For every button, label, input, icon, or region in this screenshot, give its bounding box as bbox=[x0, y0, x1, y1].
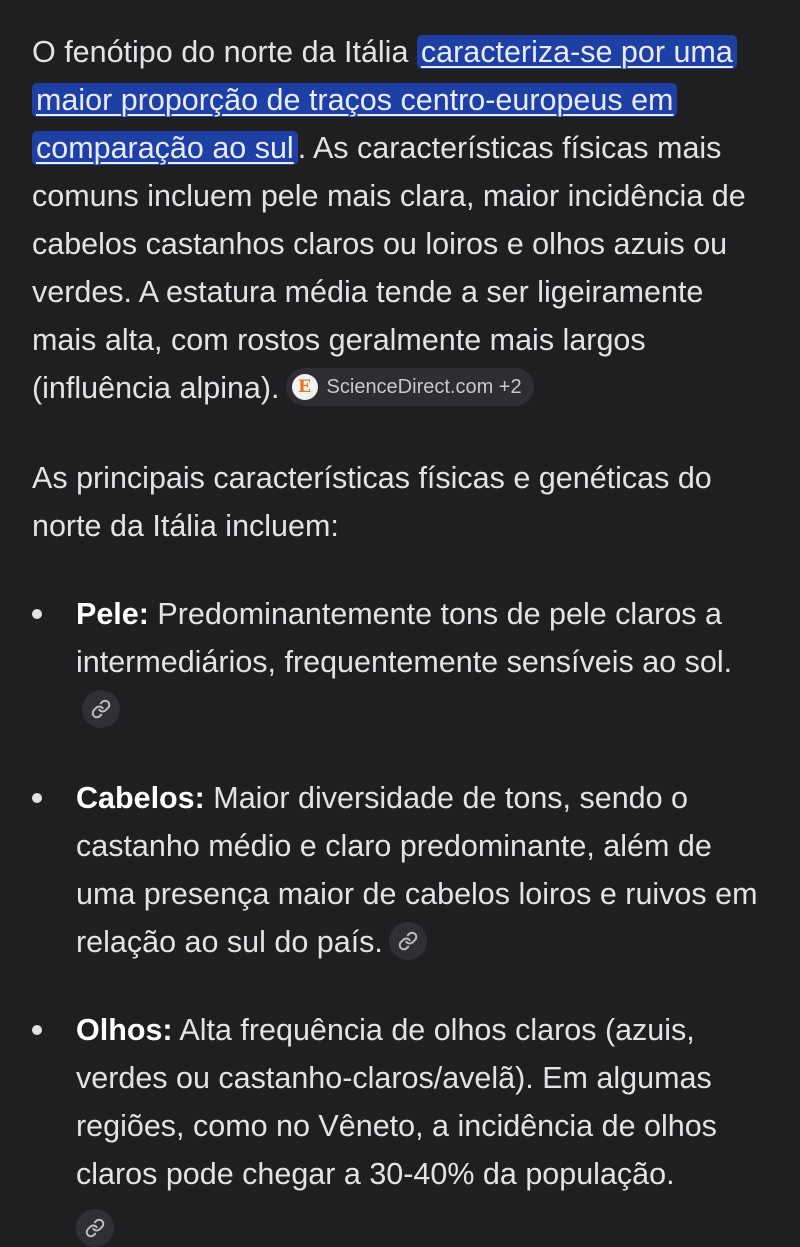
link-icon bbox=[398, 931, 418, 951]
link-icon bbox=[85, 1218, 105, 1238]
bullet-dot-icon bbox=[32, 1025, 42, 1035]
trait-text: Maior diversidade de tons, sendo o castanho médio e claro predominante, além de uma presença maior de cabelos loiros e ruivos em relação ao sul do país. bbox=[76, 781, 758, 959]
trait-label: Pele: bbox=[76, 597, 149, 631]
source-chip-label: ScienceDirect.com +2 bbox=[326, 375, 522, 398]
citation-link-button[interactable] bbox=[82, 690, 120, 728]
trait-label: Cabelos: bbox=[76, 781, 205, 815]
intro-paragraph bbox=[32, 28, 770, 412]
section-intro-paragraph: As principais características físicas e genéticas do norte da Itália incluem: bbox=[32, 461, 712, 543]
traits-list bbox=[32, 590, 770, 1246]
link-icon bbox=[91, 699, 111, 719]
bullet-dot-icon bbox=[32, 609, 42, 619]
source-chip-sciencedirect[interactable] bbox=[286, 368, 534, 406]
list-item-olhos bbox=[32, 1006, 770, 1246]
trait-text: Predominantemente tons de pele claros a intermediários, frequentemente sensíveis ao sol. bbox=[76, 597, 733, 679]
highlighted-citation-link[interactable]: caracteriza-se por uma maior proporção de traços centro-europeus em comparação ao sul bbox=[32, 35, 737, 165]
citation-link-button[interactable] bbox=[76, 1209, 114, 1247]
sciencedirect-logo-icon: E bbox=[292, 374, 318, 400]
intro-text-before: O fenótipo do norte da Itália bbox=[32, 35, 417, 69]
bullet-dot-icon bbox=[32, 793, 42, 803]
citation-link-button[interactable] bbox=[389, 922, 427, 960]
intro-text-after: . As características físicas mais comuns incluem pele mais clara, maior incidência de cabelos castanhos claros ou loiros e olhos azuis ou verdes. A estatura média tende a ser ligeiramente mais alta, com rostos geralmente mais largos (influência alpina). bbox=[32, 131, 746, 405]
list-item-cabelos bbox=[32, 774, 770, 966]
trait-label: Olhos: bbox=[76, 1013, 173, 1047]
trait-text: Alta frequência de olhos claros (azuis, verdes ou castanho-claros/avelã). Em algumas regiões, como no Vêneto, a incidência de olhos claros pode chegar a 30-40% da população. bbox=[76, 1013, 717, 1191]
list-item-pele bbox=[32, 590, 770, 734]
